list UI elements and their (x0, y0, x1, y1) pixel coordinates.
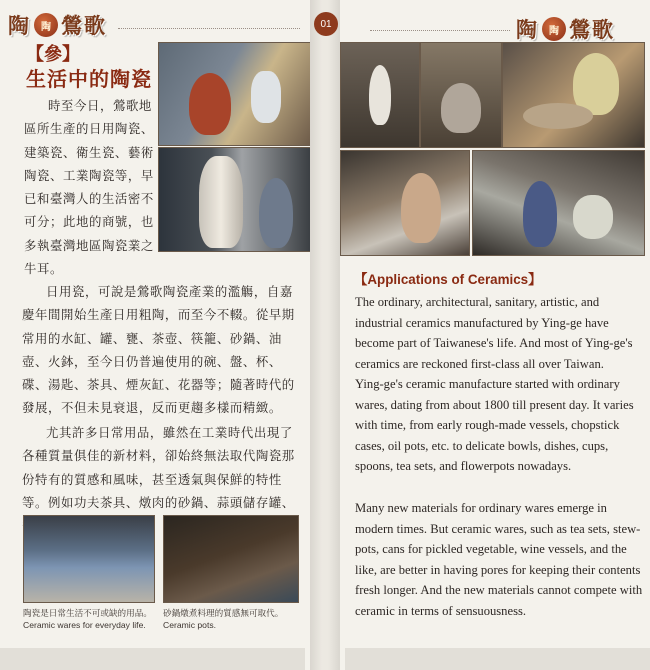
section-number: 【參】 (26, 44, 80, 65)
photo-large-vase (158, 147, 310, 252)
english-paragraph: The ordinary, architectural, sanitary, artistic, and industrial ceramics manufactured by Ying-ge have become part of Taiwanese's life. And most of Ying-ge's ceramics are reckoned first-class all over Taiwan. (355, 295, 633, 371)
english-heading: 【Applications of Ceramics】 (354, 272, 542, 287)
brand-text-right: 鶯歌 (569, 17, 615, 42)
brand-seal-icon: 陶 (34, 13, 58, 37)
photo-glazing (340, 150, 470, 256)
english-paragraph: Ying-ge's ceramic manufacture started with ordinary wares, dating from about 1800 till present day. It varies with time, from early rough-made vessels, chopstick cases, oil pots, etc. to delicate bowls, dishes, cups, spoons, tea sets, and flowerpots nowadays. (355, 377, 634, 474)
photo-everyday-wares (23, 515, 155, 603)
brand-logo (516, 14, 615, 44)
brand-text-right: 鶯歌 (61, 13, 107, 38)
caption-zh: 陶瓷是日常生活不可或缺的用品。 (23, 609, 152, 619)
book-gutter (310, 0, 340, 670)
photo-pottery-wheel (502, 42, 645, 148)
english-paragraph: Many new materials for ordinary wares emerge in modern times. But ceramic wares, such as tea sets, stew-pots, cans for pickled vegetable, wine vessels, and the like, are better in having pores for keeping their contents fresh longer. And the new materials cannot compete with ceramic in terms of sensuousness. (355, 501, 643, 618)
brand-text-left: 陶 (8, 13, 31, 38)
photo-finishing (472, 150, 645, 256)
photo-painting-vase (158, 42, 310, 146)
section-title: 生活中的陶瓷 (26, 67, 152, 91)
right-page (320, 0, 650, 670)
brand-text-left: 陶 (516, 17, 539, 42)
caption-zh: 砂鍋燉煮料理的質感無可取代。 (163, 609, 284, 619)
header-rule (370, 30, 510, 31)
page-bottom-strip (345, 648, 650, 670)
brand-logo (8, 10, 107, 40)
caption-en: Ceramic wares for everyday life. (23, 620, 146, 630)
header-rule (118, 28, 300, 29)
chinese-paragraph: 尤其許多日常用品，雖然在工業時代出現了各種質量俱佳的新材料，卻始終無法取代陶瓷那份特有的質感和風味，甚至透氣與保鮮的特性等。例如功夫茶具、燉肉的砂鍋、蒜頭儲存罐、 (22, 425, 295, 510)
photo-workshop-kiln (420, 42, 502, 148)
photo-workshop-storage (340, 42, 420, 148)
left-page (0, 0, 310, 670)
photo-ceramic-pots (163, 515, 299, 603)
page-bottom-strip (0, 648, 305, 670)
brand-seal-icon: 陶 (542, 17, 566, 41)
chinese-paragraph: 日用瓷，可說是鶯歌陶瓷產業的濫觴，自嘉慶年間開始生產日用粗陶，而至今不輟。從早期常用的水缸、罐、甕、茶壺、筷籠、砂鍋、油壺、火鉢，至今日仍普遍使用的碗、盤、杯、碟、湯匙、茶具、煙灰缸、花器等；隨著時代的發展，不但未見衰退，反而更趨多樣而精緻。 (22, 284, 295, 416)
page-number: 01 (314, 12, 338, 36)
chinese-paragraph: 時至今日，鶯歌地區所生產的日用陶瓷、建築瓷、衛生瓷、藝術陶瓷、工業陶瓷等，早已和臺灣人的生活密不可分；此地的商號，也多執臺灣地區陶瓷業之牛耳。 (24, 98, 154, 277)
caption-en: Ceramic pots. (163, 620, 217, 630)
